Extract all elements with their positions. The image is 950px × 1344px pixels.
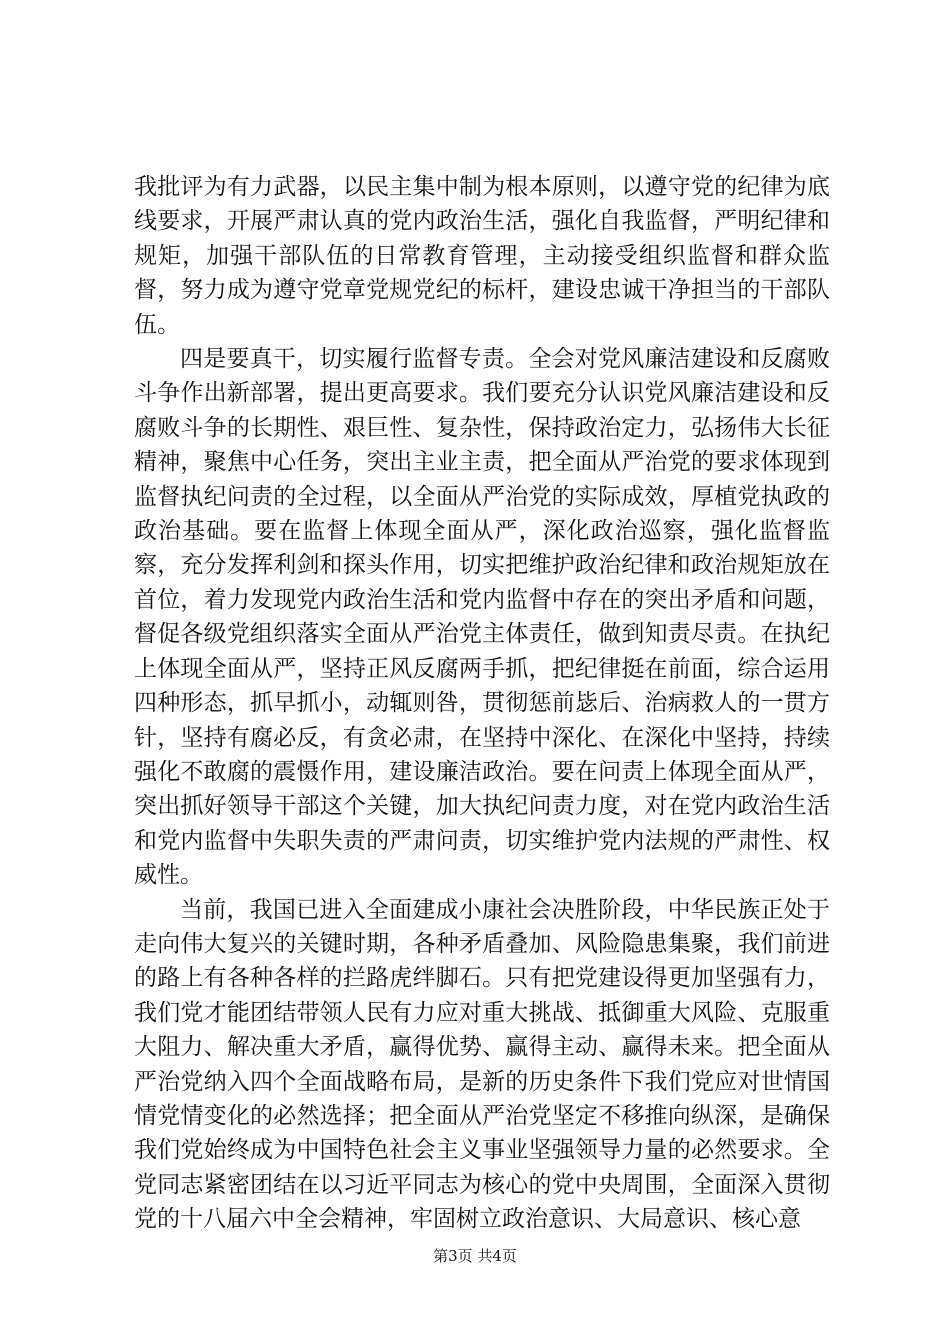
body-text bbox=[134, 170, 830, 1237]
paragraph-current-situation: 当前，我国已进入全面建成小康社会决胜阶段，中华民族正处于走向伟大复兴的关键时期，各种矛盾叠加、风险隐患集聚，我们前进的路上有各种各样的拦路虎绊脚石。只有把党建设得更加坚强有力，我们党才能团结带领人民有力应对重大挑战、抵御重大风险、克服重大阻力、解决重大矛盾，赢得优势、赢得主动、赢得未来。把全面从严治党纳入四个全面战略布局，是新的历史条件下我们党应对世情国情党情变化的必然选择；把全面从严治党坚定不移推向纵深，是确保我们党始终成为中国特色社会主义事业坚强领导力量的必然要求。全党同志紧密团结在以习近平同志为核心的党中央周围，全面深入贯彻党的十八届六中全会精神，牢固树立政治意识、大局意识、核心意 bbox=[134, 896, 830, 1233]
paragraph-supervision: 四是要真干，切实履行监督专责。全会对党风廉洁建设和反腐败斗争作出新部署，提出更高要求。我们要充分认识党风廉洁建设和反腐败斗争的长期性、艰巨性、复杂性，保持政治定力，弘扬伟大长征精神，聚焦中心任务，突出主业主责，把全面从严治党的要求体现到监督执纪问责的全过程，以全面从严治党的实际成效，厚植党执政的政治基础。要在监督上体现全面从严，深化政治巡察，强化监督监察，充分发挥利剑和探头作用，切实把维护政治纪律和政治规矩放在首位，着力发现党内政治生活和党内监督中存在的突出矛盾和问题，督促各级党组织落实全面从严治党主体责任，做到知责尽责。在执纪上体现全面从严，坚持正风反腐两手抓，把纪律挺在前面，综合运用四种形态，抓早抓小，动辄则咎，贯彻惩前毖后、治病救人的一贯方针，坚持有腐必反，有贪必肃，在坚持中深化、在深化中坚持，持续强化不敢腐的震慑作用，建设廉洁政治。要在问责上体现全面从严，突出抓好领导干部这个关键，加大执纪问责力度，对在党内政治生活和党内监督中失职失责的严肃问责，切实维护党内法规的严肃性、权威性。 bbox=[134, 346, 830, 889]
paragraph-continued: 我批评为有力武器，以民主集中制为根本原则，以遵守党的纪律为底线要求，开展严肃认真的党内政治生活，强化自我监督，严明纪律和规矩，加强干部队伍的日常教育管理，主动接受组织监督和群众监督，努力成为遵守党章党规党纪的标杆，建设忠诚干净担当的干部队伍。 bbox=[134, 174, 830, 338]
page-footer: 第3页 共4页 bbox=[433, 1247, 517, 1265]
